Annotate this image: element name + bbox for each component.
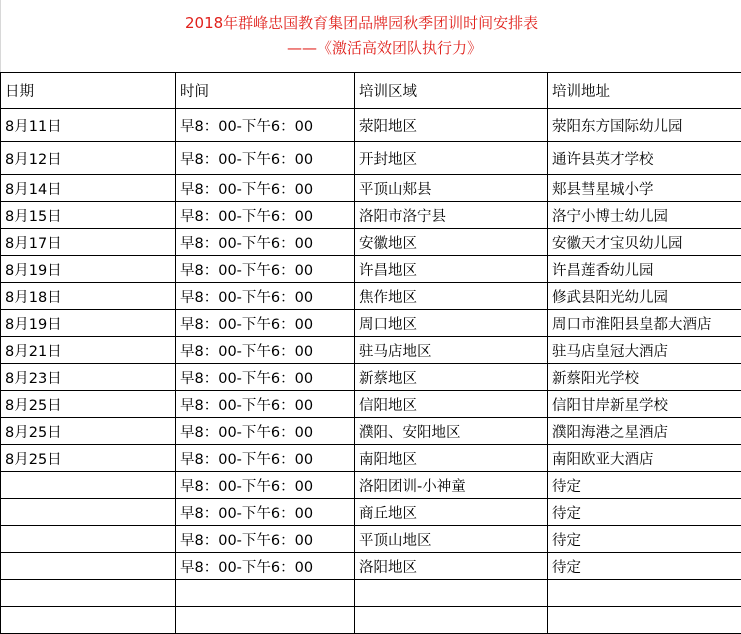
cell-region[interactable]: 平顶山地区 [355, 526, 548, 553]
cell-date[interactable] [1, 499, 176, 526]
header-time[interactable]: 时间 [176, 73, 355, 109]
cell-region[interactable]: 许昌地区 [355, 256, 548, 283]
cell-address[interactable] [548, 607, 741, 634]
cell-region[interactable]: 荥阳地区 [355, 109, 548, 142]
title-block [0, 0, 741, 72]
cell-address[interactable]: 待定 [548, 472, 741, 499]
cell-region[interactable] [355, 580, 548, 607]
table-row [1, 553, 741, 580]
cell-time[interactable]: 早8：00-下午6：00 [176, 553, 355, 580]
cell-date[interactable]: 8月15日 [1, 202, 176, 229]
cell-date[interactable] [1, 472, 176, 499]
cell-region[interactable]: 南阳地区 [355, 445, 548, 472]
page-title: 2018年群峰忠国教育集团品牌园秋季团训时间安排表 [185, 12, 538, 33]
cell-date[interactable]: 8月14日 [1, 175, 176, 202]
cell-date[interactable]: 8月12日 [1, 142, 176, 175]
table-header-row [1, 73, 741, 109]
cell-date[interactable]: 8月25日 [1, 391, 176, 418]
header-date[interactable]: 日期 [1, 73, 176, 109]
table-row [1, 142, 741, 175]
table-row [1, 418, 741, 445]
cell-time[interactable]: 早8：00-下午6：00 [176, 526, 355, 553]
header-address[interactable]: 培训地址 [548, 73, 741, 109]
cell-date[interactable] [1, 607, 176, 634]
header-region[interactable]: 培训区域 [355, 73, 548, 109]
cell-date[interactable]: 8月11日 [1, 109, 176, 142]
cell-date[interactable]: 8月23日 [1, 364, 176, 391]
table-row [1, 229, 741, 256]
sheet-left-border [0, 0, 1, 72]
cell-time[interactable]: 早8：00-下午6：00 [176, 337, 355, 364]
cell-region[interactable] [355, 607, 548, 634]
cell-address[interactable]: 许昌莲香幼儿园 [548, 256, 741, 283]
cell-date[interactable]: 8月21日 [1, 337, 176, 364]
cell-date[interactable]: 8月17日 [1, 229, 176, 256]
table-row [1, 256, 741, 283]
cell-time[interactable]: 早8：00-下午6：00 [176, 499, 355, 526]
cell-address[interactable]: 修武县阳光幼儿园 [548, 283, 741, 310]
table-row [1, 607, 741, 634]
cell-time[interactable]: 早8：00-下午6：00 [176, 472, 355, 499]
cell-address[interactable] [548, 580, 741, 607]
cell-region[interactable]: 周口地区 [355, 310, 548, 337]
cell-address[interactable]: 信阳甘岸新星学校 [548, 391, 741, 418]
table-row [1, 472, 741, 499]
cell-address[interactable]: 新蔡阳光学校 [548, 364, 741, 391]
cell-address[interactable]: 南阳欧亚大酒店 [548, 445, 741, 472]
cell-date[interactable]: 8月19日 [1, 310, 176, 337]
cell-address[interactable]: 周口市淮阳县皇都大酒店 [548, 310, 741, 337]
table-row [1, 109, 741, 142]
cell-region[interactable]: 开封地区 [355, 142, 548, 175]
cell-time[interactable]: 早8：00-下午6：00 [176, 418, 355, 445]
cell-time[interactable]: 早8：00-下午6：00 [176, 283, 355, 310]
cell-time[interactable] [176, 580, 355, 607]
cell-date[interactable]: 8月25日 [1, 445, 176, 472]
cell-address[interactable]: 通许县英才学校 [548, 142, 741, 175]
cell-region[interactable]: 濮阳、安阳地区 [355, 418, 548, 445]
cell-address[interactable]: 驻马店皇冠大酒店 [548, 337, 741, 364]
table-row [1, 202, 741, 229]
cell-address[interactable]: 郏县彗星城小学 [548, 175, 741, 202]
schedule-table [0, 72, 741, 634]
cell-date[interactable]: 8月19日 [1, 256, 176, 283]
table-row [1, 337, 741, 364]
cell-time[interactable]: 早8：00-下午6：00 [176, 175, 355, 202]
cell-region[interactable]: 新蔡地区 [355, 364, 548, 391]
cell-date[interactable] [1, 553, 176, 580]
cell-time[interactable]: 早8：00-下午6：00 [176, 142, 355, 175]
table-row [1, 499, 741, 526]
page-subtitle: ——《激活高效团队执行力》 [287, 37, 482, 58]
table-row [1, 526, 741, 553]
cell-region[interactable]: 洛阳市洛宁县 [355, 202, 548, 229]
table-row [1, 283, 741, 310]
cell-time[interactable]: 早8：00-下午6：00 [176, 391, 355, 418]
cell-address[interactable]: 安徽天才宝贝幼儿园 [548, 229, 741, 256]
cell-time[interactable]: 早8：00-下午6：00 [176, 109, 355, 142]
cell-time[interactable]: 早8：00-下午6：00 [176, 310, 355, 337]
cell-region[interactable]: 平顶山郏县 [355, 175, 548, 202]
cell-address[interactable]: 待定 [548, 526, 741, 553]
cell-time[interactable]: 早8：00-下午6：00 [176, 445, 355, 472]
cell-date[interactable]: 8月25日 [1, 418, 176, 445]
cell-time[interactable]: 早8：00-下午6：00 [176, 202, 355, 229]
cell-time[interactable]: 早8：00-下午6：00 [176, 256, 355, 283]
cell-address[interactable]: 荥阳东方国际幼儿园 [548, 109, 741, 142]
cell-address[interactable]: 洛宁小博士幼儿园 [548, 202, 741, 229]
cell-region[interactable]: 焦作地区 [355, 283, 548, 310]
cell-time[interactable] [176, 607, 355, 634]
cell-address[interactable]: 待定 [548, 553, 741, 580]
table-row [1, 391, 741, 418]
cell-date[interactable] [1, 580, 176, 607]
cell-region[interactable]: 信阳地区 [355, 391, 548, 418]
cell-address[interactable]: 濮阳海港之星酒店 [548, 418, 741, 445]
cell-date[interactable] [1, 526, 176, 553]
table-row [1, 175, 741, 202]
cell-date[interactable]: 8月18日 [1, 283, 176, 310]
table-row [1, 580, 741, 607]
cell-address[interactable]: 待定 [548, 499, 741, 526]
cell-region[interactable]: 驻马店地区 [355, 337, 548, 364]
cell-time[interactable]: 早8：00-下午6：00 [176, 364, 355, 391]
table-row [1, 364, 741, 391]
cell-region[interactable]: 洛阳地区 [355, 553, 548, 580]
table-row [1, 310, 741, 337]
table-row [1, 445, 741, 472]
cell-region[interactable]: 洛阳团训-小神童 [355, 472, 548, 499]
cell-region[interactable]: 安徽地区 [355, 229, 548, 256]
cell-region[interactable]: 商丘地区 [355, 499, 548, 526]
cell-time[interactable]: 早8：00-下午6：00 [176, 229, 355, 256]
